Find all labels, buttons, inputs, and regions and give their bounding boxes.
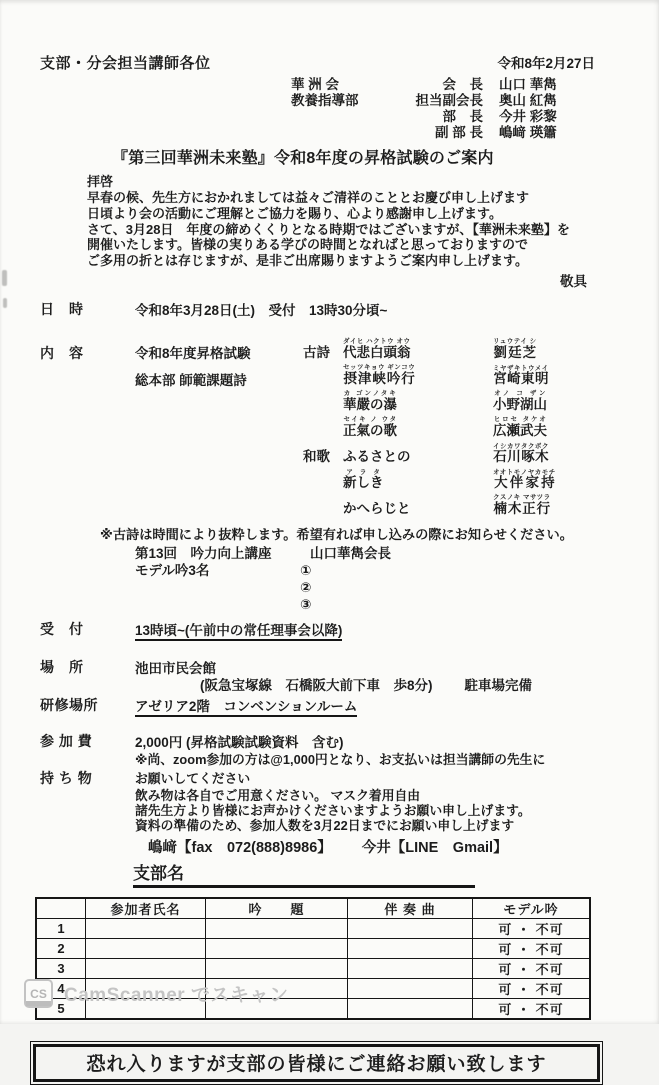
poem-author: [493, 469, 556, 491]
participant-name-cell: [86, 918, 206, 938]
poem-author-text: 小野湖山オノ コ ザン: [493, 389, 547, 412]
poem-title: [343, 445, 493, 465]
officers-list: [289, 77, 589, 141]
camscanner-icon-bar: [26, 1001, 51, 1006]
poem-row: [303, 335, 659, 361]
poem-row: [303, 465, 659, 491]
poem-title-text: 正氣の歌セイキ ノ ウタ: [343, 415, 397, 438]
belongings-line: 諸先生方より皆様にお声かけくださいますようお願い申し上げます。: [135, 803, 531, 819]
officer-org: [291, 125, 377, 141]
model-gin-option-cell: 可 ・ 不可: [473, 938, 591, 958]
poem-row: [303, 491, 659, 517]
table-row: [36, 918, 590, 938]
model-gin-option-cell: 可 ・ 不可: [473, 998, 591, 1019]
scan-artifact: [3, 298, 7, 308]
poem-author: [493, 494, 551, 517]
poem-title-text: 代悲白頭翁ダイヒ ハクトウ オウ: [343, 337, 411, 360]
scan-artifact: [2, 270, 7, 286]
row-number-cell: 5: [36, 998, 86, 1019]
officer-org: [291, 109, 377, 125]
poem-author: [493, 390, 547, 413]
table-header-cell: 伴 奏 曲: [348, 898, 473, 919]
gin-title-cell: [206, 938, 348, 958]
fee-note: ※尚、zoom参加の方は@1,000円となり、お支払いは担当講師の先生に: [135, 751, 546, 767]
accompaniment-cell: [348, 938, 473, 958]
training-room-label: 研修場所: [40, 696, 98, 713]
poems-list: [303, 335, 659, 517]
contents-section: [40, 335, 659, 517]
camscanner-text: CamScanner でスキャン: [64, 985, 289, 1006]
poem-title: [343, 469, 493, 491]
table-header-cell: 吟 題: [206, 898, 348, 919]
officer-role: 会 長: [442, 77, 483, 92]
officer-org: 華 洲 会: [291, 77, 340, 92]
officer-row: [289, 109, 589, 125]
officer-name: 今井 彩黎: [499, 109, 557, 124]
document-date: 令和8年2月27日: [497, 56, 595, 71]
poem-title-text-ruby: ダイヒ ハクトウ オウ: [343, 337, 411, 345]
fee-label: 参 加 費: [40, 732, 93, 749]
model-gin-option-cell: 可 ・ 不可: [473, 918, 591, 938]
participant-name-cell: [86, 958, 206, 978]
poem-author-text-ruby: オオトモノヤカモチ: [493, 468, 556, 476]
row-number-cell: 1: [36, 918, 86, 938]
schedule-value: 令和8年3月28日(土) 受付 13時30分頃~: [135, 302, 388, 318]
poem-genre: 和歌: [303, 448, 330, 464]
belongings-line: 飲み物は各自でご用意ください。 マスク着用自由: [135, 787, 421, 803]
branch-name-field: 支部名: [133, 859, 475, 888]
contact-row: [148, 836, 659, 857]
model-gin-items: [135, 579, 659, 613]
table-header-cell: 参加者氏名: [86, 898, 206, 919]
table-header-row: [36, 898, 590, 919]
banner-box: [30, 1041, 603, 1085]
lecture-title: 第13回 吟力向上講座: [135, 545, 272, 561]
officer-role: 部 長: [442, 109, 483, 124]
camscanner-watermark: [24, 979, 288, 1008]
row-number-cell: 3: [36, 958, 86, 978]
officer-name: 山口 華雋: [499, 77, 557, 92]
recipient: 支部・分会担当講師各位: [40, 55, 211, 72]
poem-author: [493, 416, 547, 439]
poem-title: [343, 364, 493, 387]
model-gin-item: ③: [300, 596, 312, 612]
poem-author: [493, 443, 549, 465]
poem-author-text-ruby: イシカワタクボク: [493, 442, 549, 450]
belongings-line: 資料の準備のため、参加人数を3月22日までにお願い申し上げます: [135, 818, 515, 834]
model-gin-item: ②: [300, 579, 312, 595]
venue-parking: 駐車場完備: [464, 677, 532, 693]
officer-role: 担当副会長: [415, 93, 483, 108]
poem-author: [493, 338, 537, 361]
accompaniment-cell: [348, 918, 473, 938]
accompaniment-cell: [348, 958, 473, 978]
camscanner-icon: [24, 979, 53, 1008]
poem-title-text-ruby: セイキ ノ ウタ: [343, 415, 397, 423]
poem-title-text: 華嚴の瀑カ ゴンノタキ: [343, 389, 397, 412]
officer-row: [289, 77, 589, 93]
officer-row: [289, 93, 589, 109]
row-number-cell: 4: [36, 978, 86, 998]
participant-name-cell: [86, 938, 206, 958]
accompaniment-cell: [348, 998, 473, 1019]
officer-row: [289, 125, 589, 141]
table-row: [36, 938, 590, 958]
poem-title-text: かへらじと: [343, 500, 411, 516]
table-header-cell: [36, 898, 86, 919]
poem-title-text-ruby: セッツキョウ ギンコウ: [343, 363, 416, 371]
training-room-value: アゼリア2階 コンベンションルーム: [135, 695, 357, 717]
contact-imai-line: 今井【LINE Gmail】: [361, 839, 508, 856]
camscanner-icon-label: CS: [30, 986, 47, 1001]
poem-author-text: 宮崎東明ミヤザキトウメイ: [493, 364, 549, 386]
poem-author-text-ruby: オノ コ ザン: [493, 389, 547, 397]
officer-name: 奥山 紅雋: [499, 93, 557, 108]
officer-org: 教養指導部: [291, 93, 359, 108]
poem-title-text-ruby: カ ゴンノタキ: [343, 389, 397, 397]
fee-value: 2,000円 (昇格試験試験資料 含む): [135, 734, 344, 750]
banner-text: 恐れ入りますが支部の皆様にご連絡お願い致します: [33, 1044, 600, 1082]
venue-label: 場 所: [40, 658, 84, 675]
poem-title: [343, 390, 493, 413]
fee-row: [40, 731, 659, 751]
officer-name: 嶋﨑 瑛簫: [499, 125, 557, 140]
contents-exam-line: 令和8年度昇格試験: [135, 345, 251, 361]
row-number-cell: 2: [36, 938, 86, 958]
venue-access: (阪急宝塚線 石橋阪大前下車 歩8分): [200, 677, 433, 693]
poem-title: [343, 497, 493, 517]
contact-shimazaki-fax: 嶋﨑【fax 072(888)8986】: [148, 839, 332, 856]
model-gin-item-1: ①: [300, 562, 312, 578]
reception-value: 13時頃~(午前中の常任理事会以降): [135, 619, 342, 641]
letter-body-line: さて、3月28日 年度の締めくくりとなる時期ではございますが、【華洲未来塾】を: [87, 221, 570, 237]
training-room-row: [40, 695, 659, 717]
poem-row: [303, 387, 659, 413]
salutation: 拝啓: [87, 174, 114, 189]
letter-body-line: 日頃より会の活動にご理解とご協力を賜り、心より感謝申し上げます。: [87, 205, 502, 221]
poem-author-text: 楠木正行クスノキ マサツラ: [493, 493, 551, 516]
contents-exam-column: [135, 335, 303, 517]
poem-row: [303, 361, 659, 387]
poem-author-text: 劉廷芝リュウテイ シ: [493, 337, 537, 360]
model-gin-row: [135, 562, 659, 579]
page-title: 『第三回華洲未来塾』令和8年度の昇格試験のご案内: [112, 150, 494, 167]
poem-author-text: 石川啄木イシカワタクボク: [493, 442, 549, 464]
poem-author-text: 広瀬武夫ヒロセ タケオ: [493, 415, 547, 438]
poem-title-text: ふるさとの: [343, 448, 411, 464]
poem-title: [343, 416, 493, 439]
letter-body-line: 開催いたします。皆様の実りある学びの時間となればと思っておりますので: [87, 237, 528, 253]
model-gin-option-cell: 可 ・ 不可: [473, 958, 591, 978]
table-header-cell: モデル吟: [473, 898, 591, 919]
schedule-label: 日 時: [40, 300, 84, 317]
poem-title-text: 新しきアラタ: [343, 468, 384, 490]
lecture-block: [135, 545, 659, 613]
letter-closing: 敬具: [560, 273, 587, 289]
poem-row: [303, 439, 659, 465]
poem-genre: 古詩: [303, 344, 330, 360]
schedule-row: [40, 299, 659, 319]
letter-body-line: ご多用の折とは存じますが、是非ご出席賜りますようご案内申し上げます。: [87, 253, 528, 269]
belongings-lines: [135, 788, 659, 834]
venue-name: 池田市民会館: [135, 660, 216, 676]
poem-author: [493, 365, 549, 387]
table-row: [36, 958, 590, 978]
contents-label: 内 容: [40, 344, 84, 361]
poem-title-text-ruby: アラタ: [343, 468, 384, 476]
lecturer-name: 山口華雋会長: [310, 545, 391, 561]
poem-title-text: 摂津峡吟行セッツキョウ ギンコウ: [343, 363, 416, 386]
officer-role: 副 部 長: [434, 125, 483, 140]
contents-exam-line: 総本部 師範課題詩: [135, 372, 247, 388]
belongings-label: 持 ち 物: [40, 769, 93, 786]
letter-body-line: 早春の候、先生方におかれましては益々ご清祥のこととお慶び申し上げます: [87, 190, 530, 205]
venue-access-row: [200, 677, 659, 694]
poem-author-text-ruby: クスノキ マサツラ: [493, 493, 551, 501]
lecture-row: [135, 545, 659, 562]
accompaniment-cell: [348, 978, 473, 998]
reception-row: [40, 619, 659, 641]
fee-note-continued: お願いしてください: [135, 770, 251, 786]
reception-label: 受 付: [40, 620, 84, 637]
poem-author-text-ruby: ヒロセ タケオ: [493, 415, 547, 423]
gin-title-cell: [206, 918, 348, 938]
venue-row: [40, 657, 659, 677]
model-gin-label: モデル吟3名: [135, 562, 210, 578]
poem-author-text-ruby: リュウテイ シ: [493, 337, 537, 345]
poem-author-text-ruby: ミヤザキトウメイ: [493, 364, 549, 372]
model-gin-option-cell: 可 ・ 不可: [473, 978, 591, 998]
poem-author-text: 大伴家持オオトモノヤカモチ: [493, 468, 556, 490]
document-header: [0, 0, 659, 73]
belongings-row: [40, 768, 659, 788]
poem-row: [303, 413, 659, 439]
poem-title: [343, 338, 493, 361]
contents-note: ※古詩は時間により抜粋します。希望有れば申し込みの際にお知らせください。: [100, 526, 573, 542]
gin-title-cell: [206, 958, 348, 978]
letter-body: [87, 190, 659, 269]
